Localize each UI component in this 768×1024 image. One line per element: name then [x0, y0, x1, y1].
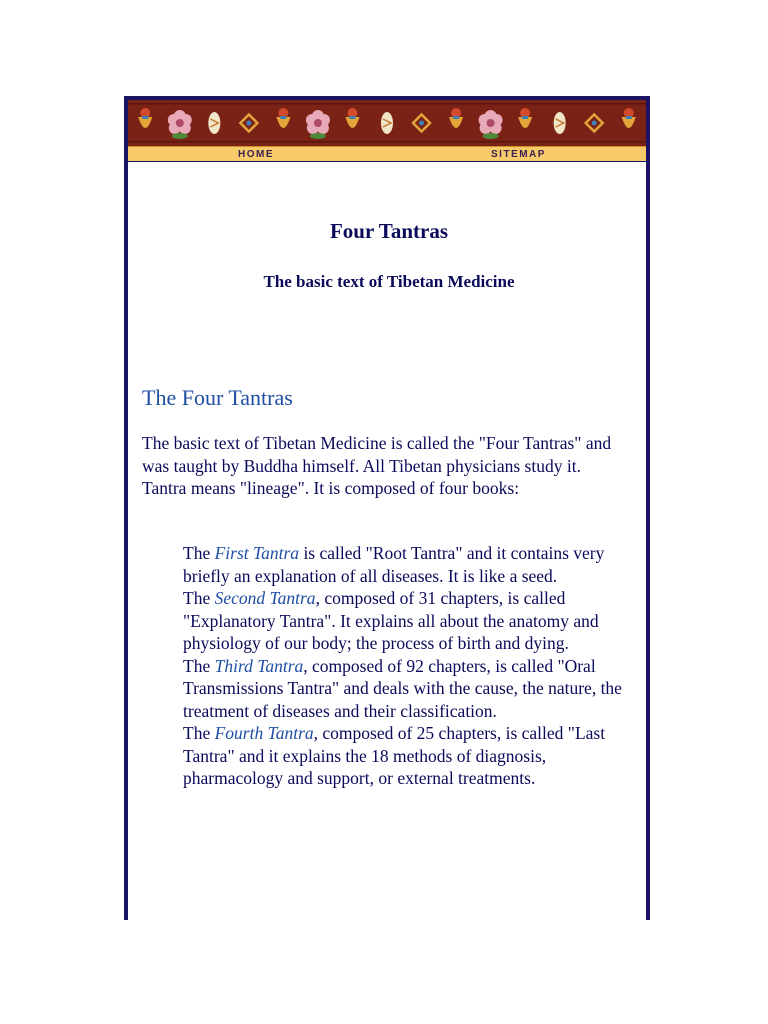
book-prefix: The: [183, 723, 215, 743]
book-description: , composed of 92 chapters, is called "Oral Transmissions Tantra" and deals with the cause, the nature, the treatment of diseases and their classification.: [183, 655, 622, 721]
intro-lineage-text: Tantra means "lineage". It is composed of four books:: [142, 478, 520, 498]
book-description: , composed of 25 chapters, is called "Last Tantra" and it explains the 18 methods of diagnosis, pharmacology and support, or external treatments.: [183, 723, 606, 788]
conch-ornament-icon: [554, 112, 566, 134]
conch-ornament-icon: [208, 112, 220, 134]
navigation-bar: [128, 146, 646, 162]
book-prefix: The: [183, 655, 215, 676]
nav-sitemap-link[interactable]: SITEMAP: [491, 149, 546, 160]
book-name: Second Tantra: [214, 588, 316, 608]
conch-ornament-icon: [381, 112, 393, 134]
book-description: , composed of 31 chapters, is called "Explanatory Tantra". It explains all about the anatomy and physiology of our body; the process of birth and dying.: [183, 588, 599, 653]
intro-text: The basic text of Tibetan Medicine is called the "Four Tantras" and was taught by Buddha himself. All Tibetan physicians study it.: [142, 433, 612, 476]
book-item-first: [183, 542, 635, 587]
book-item-third: [183, 655, 635, 723]
book-name: Third Tantra: [214, 655, 304, 676]
book-description: is called "Root Tantra" and it contains very briefly an explanation of all diseases. It is like a seed.: [183, 543, 605, 586]
book-prefix: The: [183, 588, 215, 608]
book-name: First Tantra: [214, 543, 300, 563]
section-heading: The Four Tantras: [142, 385, 293, 410]
decorative-banner: [128, 100, 646, 146]
book-prefix: The: [183, 543, 215, 563]
page-frame: [124, 96, 650, 920]
book-item-second: [183, 587, 635, 655]
page-title: Four Tantras: [329, 219, 449, 243]
book-name: Fourth Tantra: [214, 723, 314, 743]
nav-home-link[interactable]: HOME: [238, 149, 274, 160]
intro-paragraph: [142, 432, 622, 500]
banner-ornaments: [128, 100, 646, 146]
page-subtitle: The basic text of Tibetan Medicine: [263, 272, 515, 291]
book-item-fourth: [183, 722, 635, 790]
books-list: [183, 542, 635, 790]
